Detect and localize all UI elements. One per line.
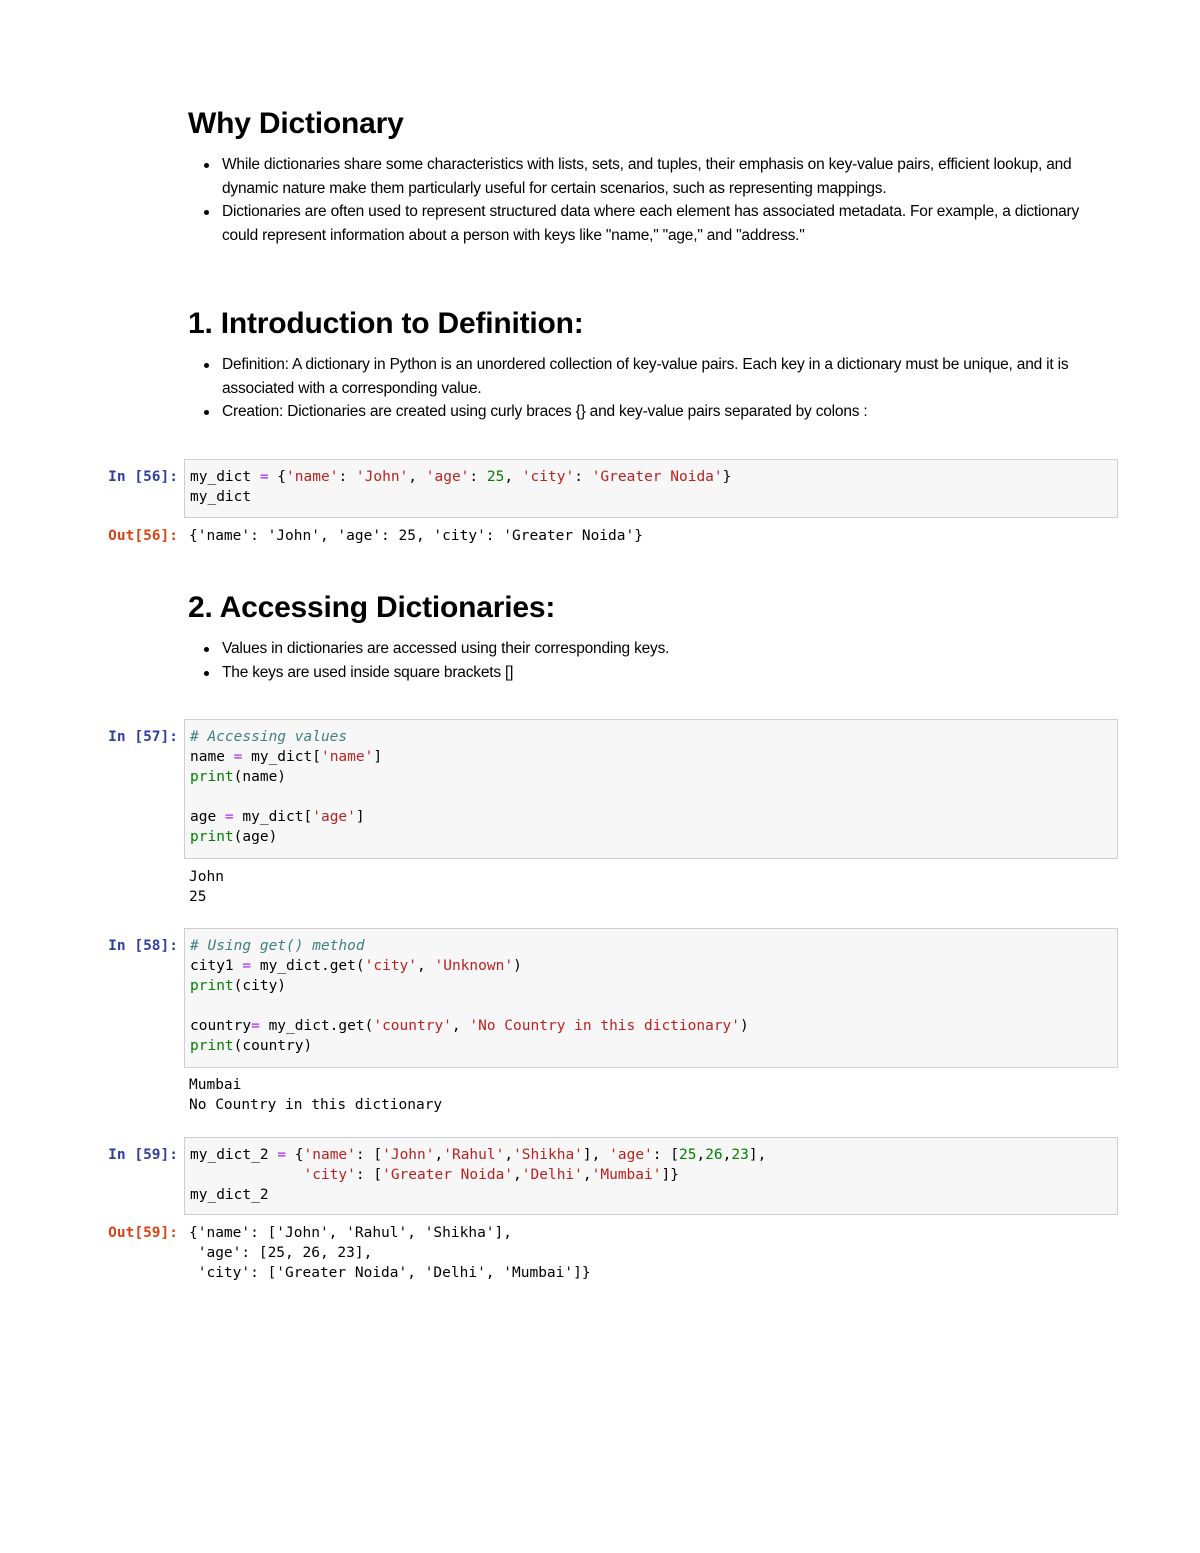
code-input[interactable]: my_dict_2 = {'name': ['John','Rahul','Shikha'], 'age': [25,26,23], 'city': ['Greater Noida','Delhi','Mumbai']} my_dict_2 — [190, 1147, 767, 1203]
code-input[interactable]: # Using get() method city1 = my_dict.get('city', 'Unknown') print(city) country= my_dict.get('country', 'No Country in this dictionary') print(country) — [190, 938, 749, 1054]
list-item: Dictionaries are often used to represent structured data where each element has associated metadata. For example, a dictionary could represent information about a person with keys like "name," "age," and "address." — [222, 200, 1098, 247]
code-input[interactable]: # Accessing values name = my_dict['name'] print(name) age = my_dict['age'] print(age) — [190, 729, 383, 845]
code-cell-59[interactable] — [184, 1137, 1118, 1215]
heading-why-dictionary: Why Dictionary — [188, 107, 404, 140]
list-item: While dictionaries share some characteristics with lists, sets, and tuples, their emphasis on key-value pairs, efficient lookup, and dynamic nature make them particularly useful for certain scenarios, such as representing mappings. — [222, 153, 1098, 200]
code-input[interactable]: my_dict = {'name': 'John', 'age': 25, 'city': 'Greater Noida'} my_dict — [190, 469, 732, 505]
list-item: Definition: A dictionary in Python is an unordered collection of key-value pairs. Each key in a dictionary must be unique, and it is associated with a corresponding value. — [222, 353, 1098, 400]
cell-output-59: {'name': ['John', 'Rahul', 'Shikha'], 'age': [25, 26, 23], 'city': ['Greater Noida', 'Delhi', 'Mumbai']} — [189, 1225, 591, 1281]
cell-output-57: John 25 — [189, 869, 224, 905]
list-item: Values in dictionaries are accessed using their corresponding keys. — [222, 637, 1098, 661]
list-item: The keys are used inside square brackets [] — [222, 661, 1098, 685]
markdown-accessing — [188, 590, 1098, 684]
heading-accessing: 2. Accessing Dictionaries: — [188, 591, 556, 624]
out-prompt-56: Out[56]: — [108, 528, 178, 544]
code-cell-58[interactable] — [184, 928, 1118, 1068]
list-item: Creation: Dictionaries are created using curly braces {} and key-value pairs separated by colons : — [222, 400, 1098, 424]
in-prompt-58: In [58]: — [108, 938, 178, 954]
code-cell-56[interactable] — [184, 459, 1118, 518]
markdown-why-dictionary — [188, 106, 1098, 247]
in-prompt-57: In [57]: — [108, 729, 178, 745]
bullet-list — [188, 153, 1098, 247]
out-prompt-59: Out[59]: — [108, 1225, 178, 1241]
bullet-list — [188, 637, 1098, 684]
bullet-list — [188, 353, 1098, 424]
in-prompt-56: In [56]: — [108, 469, 178, 485]
in-prompt-59: In [59]: — [108, 1147, 178, 1163]
heading-introduction: 1. Introduction to Definition: — [188, 307, 584, 340]
markdown-introduction — [188, 306, 1098, 424]
cell-output-56: {'name': 'John', 'age': 25, 'city': 'Greater Noida'} — [189, 528, 643, 544]
cell-output-58: Mumbai No Country in this dictionary — [189, 1077, 443, 1113]
code-cell-57[interactable] — [184, 719, 1118, 859]
